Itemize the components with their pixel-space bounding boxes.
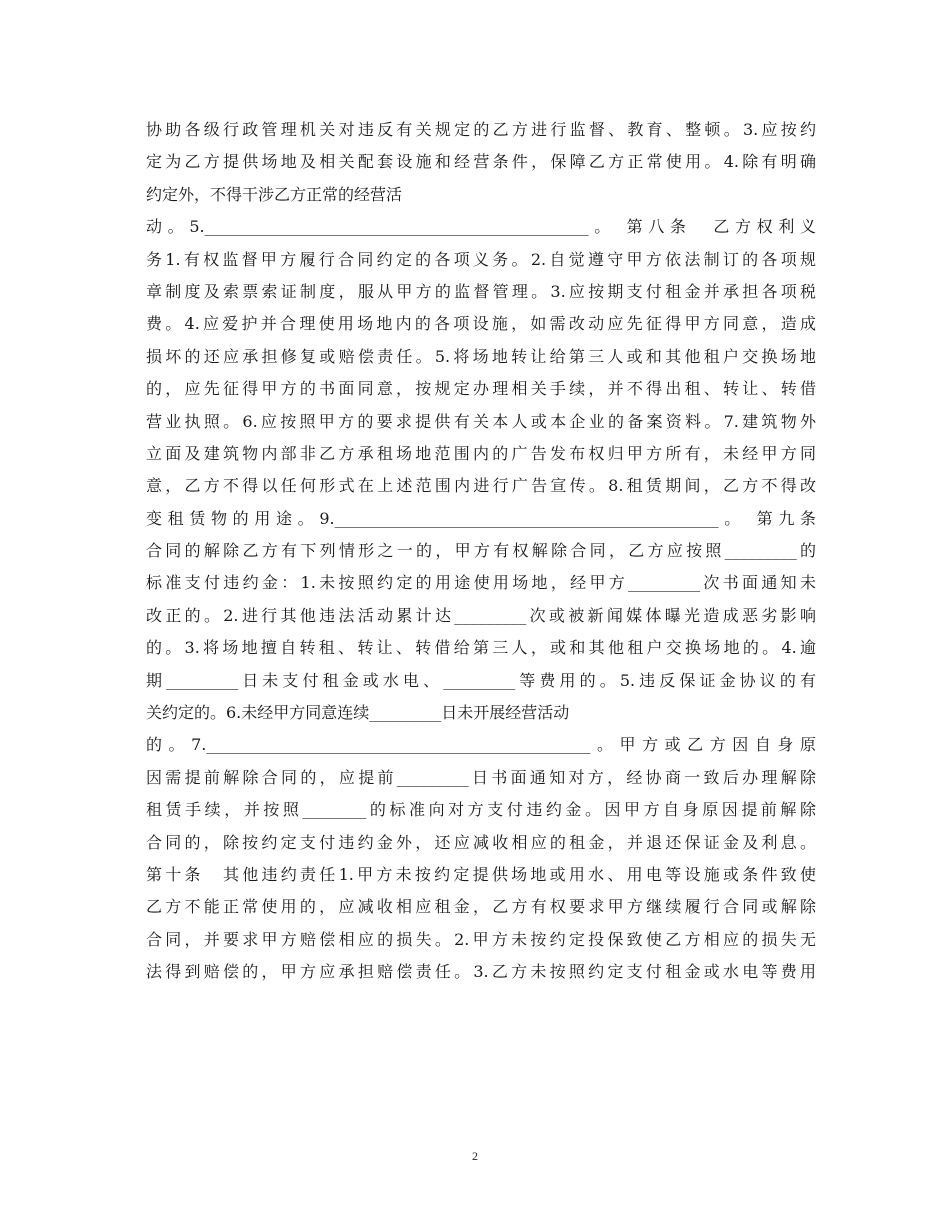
text-line: 章制度及索票索证制度，服从甲方的监督管理。3.应按期支付租金并承担各项税 — [146, 281, 816, 301]
text-line: 动。5.________________________________________________。 第八条 乙方权利义 — [146, 217, 816, 237]
text-line: 标准支付违约金：1.未按照约定的用途使用场地，经甲方_________次书面通知未 — [146, 573, 816, 593]
text-line: 务1.有权监督甲方履行合同约定的各项义务。2.自觉遵守甲方依法制订的各项规 — [146, 249, 816, 269]
body-text — [146, 114, 816, 989]
text-line: 改正的。2.进行其他违法活动累计达_________次或被新闻媒体曝光造成恶劣影响 — [146, 605, 816, 625]
text-line: 费。4.应爱护并合理使用场地内的各项设施，如需改动应先征得甲方同意，造成 — [146, 314, 816, 334]
text-line: 意，乙方不得以任何形式在上述范围内进行广告宣传。8.租赁期间，乙方不得改 — [146, 476, 816, 496]
text-line: 的，应先征得甲方的书面同意，按规定办理相关手续，并不得出租、转让、转借 — [146, 379, 816, 399]
text-line: 定为乙方提供场地及相关配套设施和经营条件，保障乙方正常使用。4.除有明确 — [146, 152, 816, 172]
text-line: 的。7.________________________________________________。甲方或乙方因自身原 — [146, 735, 816, 755]
text-line: 的。3.将场地擅自转租、转让、转借给第三人，或和其他租户交换场地的。4.逾 — [146, 638, 816, 658]
text-line: 法得到赔偿的，甲方应承担赔偿责任。3.乙方未按照约定支付租金或水电等费用 — [146, 962, 816, 982]
page-number: 2 — [472, 1149, 478, 1163]
text-line: 立面及建筑物内部非乙方承租场地范围内的广告发布权归甲方所有，未经甲方同 — [146, 443, 816, 463]
text-line: 期_________日未支付租金或水电、_________等费用的。5.违反保证金协议的有 — [146, 670, 816, 690]
text-line: 营业执照。6.应按照甲方的要求提供有关本人或本企业的备案资料。7.建筑物外 — [146, 411, 816, 431]
text-line: 协助各级行政管理机关对违反有关规定的乙方进行监督、教育、整顿。3.应按约 — [146, 120, 816, 139]
text-line: 约定外，不得干涉乙方正常的经营活 — [146, 184, 403, 204]
text-line: 合同的解除乙方有下列情形之一的，甲方有权解除合同，乙方应按照_________的 — [146, 541, 816, 561]
text-line: 乙方不能正常使用的，应减收相应租金，乙方有权要求甲方继续履行合同或解除 — [146, 897, 816, 917]
text-line: 合同，并要求甲方赔偿相应的损失。2.甲方未按约定投保致使乙方相应的损失无 — [146, 929, 816, 949]
text-line: 租赁手续，并按照________的标准向对方支付违约金。因甲方自身原因提前解除 — [146, 800, 816, 820]
text-line: 关约定的。6.未经甲方同意连续_________日未开展经营活动 — [146, 703, 570, 723]
text-line: 因需提前解除合同的，应提前_________日书面通知对方，经协商一致后办理解除 — [146, 767, 816, 787]
text-line: 变租赁物的用途。9.________________________________________________。 第九条 — [146, 508, 816, 528]
text-line: 第十条 其他违约责任1.甲方未按约定提供场地或用水、用电等设施或条件致使 — [146, 864, 816, 884]
text-line: 合同的，除按约定支付违约金外，还应减收相应的租金，并退还保证金及利息。 — [146, 832, 816, 852]
text-line: 损坏的还应承担修复或赔偿责任。5.将场地转让给第三人或和其他租户交换场地 — [146, 346, 816, 366]
